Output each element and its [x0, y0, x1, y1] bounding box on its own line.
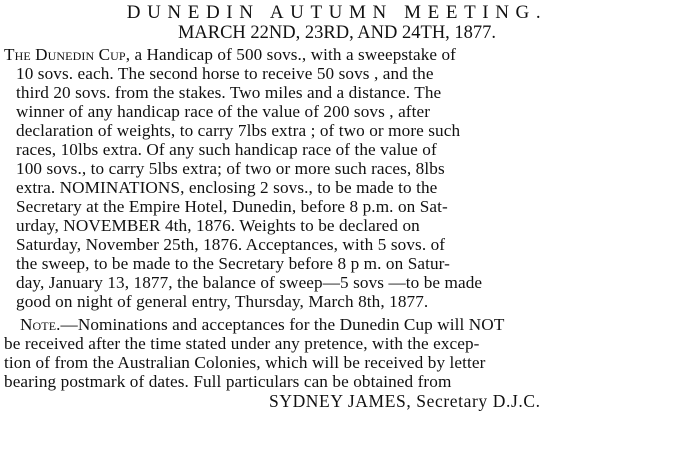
advert-title: DUNEDIN AUTUMN MEETING. [126, 2, 548, 23]
paragraph-line-8: extra. NOMINATIONS, enclosing 2 sovs., to be made to the [16, 178, 438, 197]
paragraph-line-3: third 20 sovs. from the stakes. Two miles and a distance. The [16, 83, 442, 102]
note-line-4: bearing postmark of dates. Full particulars can be obtained from [4, 372, 452, 391]
paragraph-line-6: races, 10lbs extra. Of any such handicap race of the value of [16, 140, 437, 159]
paragraph-line-9: Secretary at the Empire Hotel, Dunedin, before 8 p.m. on Sat- [16, 197, 448, 216]
paragraph-line-2: 10 sovs. each. The second horse to receive 50 sovs , and the [16, 64, 434, 83]
note-line-3: tion of from the Australian Colonies, which will be received by letter [4, 353, 486, 372]
paragraph-line-13: day, January 13, 1877, the balance of sweep—5 sovs —to be made [16, 273, 483, 292]
paragraph-line-12: the sweep, to be made to the Secretary before 8 p m. on Satur- [16, 254, 450, 273]
paragraph-line-4: winner of any handicap race of the value of 200 sovs , after [16, 102, 431, 121]
paragraph-line-7: 100 sovs., to carry 5lbs extra; of two or more such races, 8lbs [16, 159, 445, 178]
meeting-dates: MARCH 22ND, 23RD, AND 24TH, 1877. [177, 23, 497, 43]
paragraph-line-1 [4, 45, 672, 65]
paragraph-line-1-text: , a Handicap of 500 sovs., with a sweepstake of [125, 45, 456, 64]
paragraph-line-10: urday, NOVEMBER 4th, 1876. Weights to be declared on [16, 216, 420, 235]
note-line-1 [20, 315, 504, 335]
paragraph-line-14: good on night of general entry, Thursday, March 8th, 1877. [16, 292, 429, 311]
cup-name: The Dunedin Cup [4, 45, 126, 64]
paragraph-line-5: declaration of weights, to carry 7lbs extra ; of two or more such [16, 121, 461, 140]
note-lead: Note. [20, 315, 61, 334]
signature: SYDNEY JAMES, Secretary D.J.C. [269, 391, 541, 411]
paragraph-line-11: Saturday, November 25th, 1876. Acceptances, with 5 sovs. of [16, 235, 446, 254]
note-line-2: be received after the time stated under any pretence, with the excep- [4, 334, 480, 353]
note-line-1-text: —Nominations and acceptances for the Dunedin Cup will NOT [60, 315, 505, 334]
